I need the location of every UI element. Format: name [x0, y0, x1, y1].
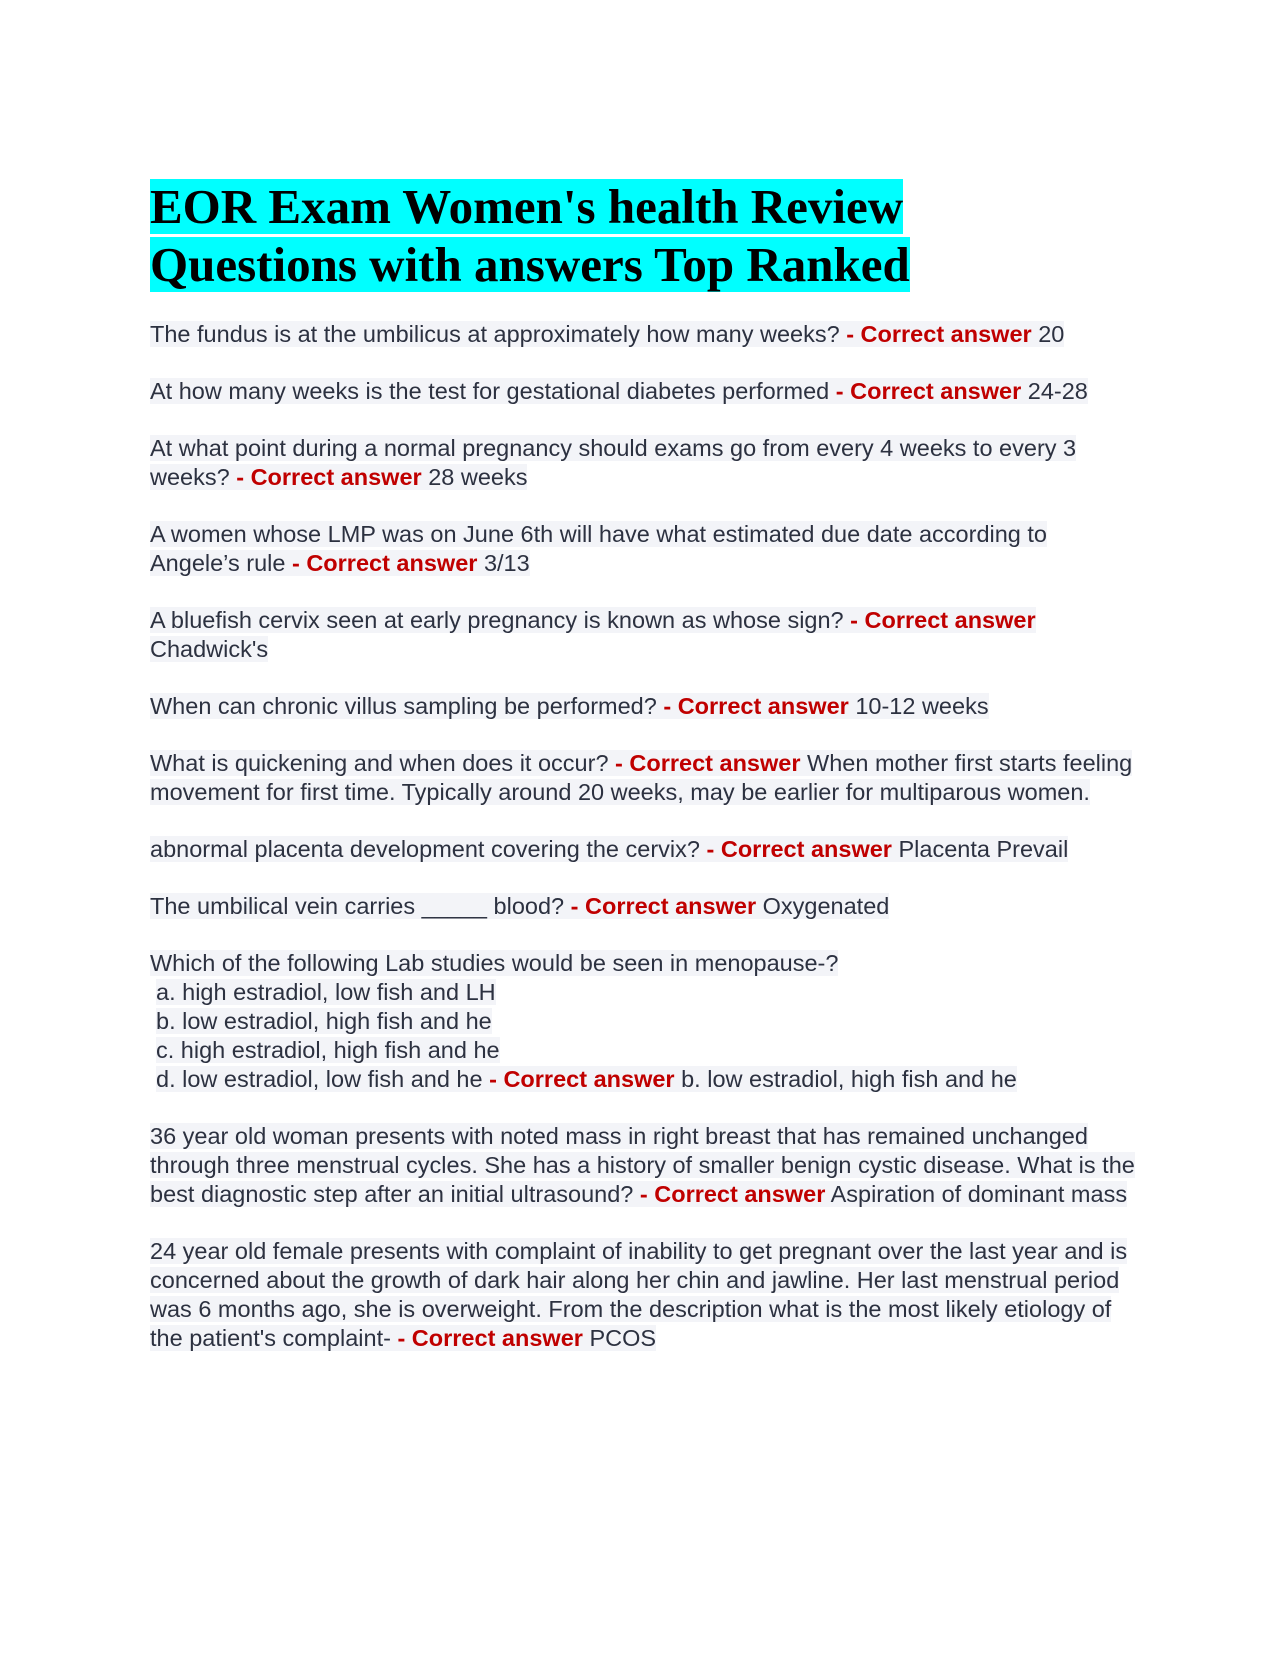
title-highlight	[150, 179, 910, 292]
option-d	[150, 1065, 1135, 1094]
qa-item-12	[150, 1237, 1135, 1353]
option-text: c. high estradiol, high fish and he	[156, 1037, 500, 1063]
correct-answer-marker: - Correct answer	[846, 321, 1032, 347]
option-text: b. low estradiol, high fish and he	[156, 1008, 492, 1034]
qa-highlight	[150, 321, 1064, 347]
correct-answer-marker: - Correct answer	[706, 836, 892, 862]
title-line-2: Questions with answers Top Ranked	[150, 237, 910, 292]
question-text: When can chronic villus sampling be performed?	[150, 693, 657, 719]
qa-highlight	[150, 750, 1132, 805]
question-text: Which of the following Lab studies would be seen in menopause-?	[150, 950, 839, 976]
correct-answer-marker: - Correct answer	[397, 1325, 583, 1351]
correct-answer-marker: - Correct answer	[639, 1181, 826, 1207]
answer-text: 24-28	[1027, 378, 1088, 404]
qa-item-11	[150, 1122, 1135, 1209]
qa-item-5	[150, 606, 1135, 664]
qa-highlight	[150, 521, 1047, 576]
correct-answer-marker: - Correct answer	[570, 893, 757, 919]
question-text: 24 year old female presents with complaint of inability to get pregnant over the last year and is concerned about the growth of dark hair along her chin and jawline. Her last menstrual period was 6 months ago, she is overweight. From the description what is the most likely etiology of the patient's complaint-	[150, 1238, 1128, 1351]
qa-item-8	[150, 835, 1135, 864]
question-text: At how many weeks is the test for gestational diabetes performed	[150, 378, 830, 404]
qa-highlight	[150, 435, 1076, 490]
option-b	[150, 1007, 1135, 1036]
answer-text: Placenta Prevail	[898, 836, 1069, 862]
qa-item-3	[150, 434, 1135, 492]
answer-text: When mother first starts feeling movement for first time. Typically around 20 weeks, may be earlier for multiparous women.	[150, 750, 1133, 805]
qa-item-9	[150, 892, 1135, 921]
answer-text: Aspiration of dominant mass	[830, 1181, 1128, 1207]
question-text: The umbilical vein carries _____ blood?	[150, 893, 565, 919]
correct-answer-marker: - Correct answer	[236, 464, 422, 490]
correct-answer-marker: - Correct answer	[489, 1066, 675, 1092]
answer-text: 28 weeks	[428, 464, 528, 490]
option-c	[150, 1036, 1135, 1065]
question-text: A women whose LMP was on June 6th will have what estimated due date according to Angele’s rule	[150, 521, 1048, 576]
answer-text: Oxygenated	[762, 893, 890, 919]
correct-answer-marker: - Correct answer	[850, 607, 1036, 633]
option-highlight	[156, 1066, 1017, 1092]
qa-item-1	[150, 320, 1135, 349]
answer-text: 3/13	[483, 550, 530, 576]
qa-item-4	[150, 520, 1135, 578]
qa-highlight	[150, 1238, 1127, 1351]
qa-highlight	[150, 893, 889, 919]
answer-text: Chadwick's	[150, 636, 269, 662]
answer-text: b. low estradiol, high fish and he	[681, 1066, 1017, 1092]
document-page	[150, 178, 1135, 1381]
option-a	[150, 978, 1135, 1007]
correct-answer-marker: - Correct answer	[663, 693, 849, 719]
qa-highlight	[150, 607, 1036, 662]
correct-answer-marker: - Correct answer	[835, 378, 1022, 404]
qa-highlight	[150, 378, 1088, 404]
question-text: A bluefish cervix seen at early pregnancy is known as whose sign?	[150, 607, 844, 633]
qa-item-7	[150, 749, 1135, 807]
qa-highlight	[150, 1123, 1135, 1207]
option-text: a. high estradiol, low fish and LH	[156, 979, 496, 1005]
page-title	[150, 178, 1135, 294]
qa-highlight	[150, 836, 1068, 862]
title-line-1: EOR Exam Women's health Review	[150, 179, 904, 234]
correct-answer-marker: - Correct answer	[615, 750, 801, 776]
qa-item-10	[150, 949, 1135, 1094]
option-text: d. low estradiol, low fish and he	[156, 1066, 483, 1092]
qa-highlight	[150, 950, 838, 976]
answer-text: PCOS	[589, 1325, 657, 1351]
question-text: 36 year old woman presents with noted mass in right breast that has remained unchanged through three menstrual cycles. She has a history of smaller benign cystic disease. What is the best diagnostic step after an initial ultrasound?	[150, 1123, 1135, 1207]
qa-item-2	[150, 377, 1135, 406]
question-text: At what point during a normal pregnancy should exams go from every 4 weeks to every 3 weeks?	[150, 435, 1077, 490]
question-text: abnormal placenta development covering the cervix?	[150, 836, 700, 862]
answer-text: 10-12 weeks	[855, 693, 989, 719]
answer-text: 20	[1038, 321, 1065, 347]
question-text: What is quickening and when does it occur?	[150, 750, 609, 776]
qa-item-6	[150, 692, 1135, 721]
qa-highlight	[150, 693, 989, 719]
question-text: The fundus is at the umbilicus at approximately how many weeks?	[150, 321, 840, 347]
correct-answer-marker: - Correct answer	[291, 550, 478, 576]
